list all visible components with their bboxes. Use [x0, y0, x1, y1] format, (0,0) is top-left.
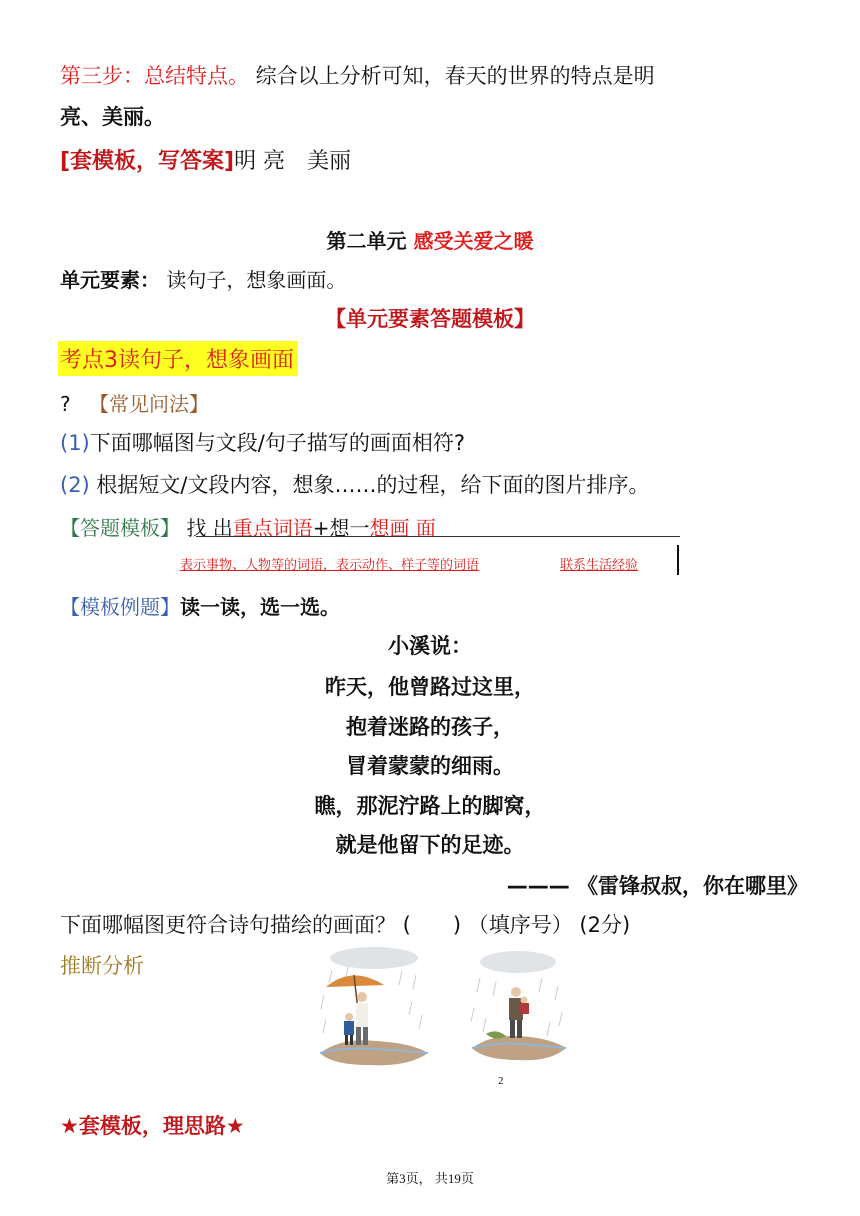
- question-1-text: 下面哪幅图与文段/句子描写的画面相符?: [89, 431, 465, 455]
- poem-source: ——— 《雷锋叔叔，你在哪里》: [506, 874, 808, 898]
- unit-element-value: 读句子，想象画面。: [160, 268, 347, 292]
- template-note-life: 联系生活经验: [560, 558, 639, 573]
- answer-line-value: 明 亮 美丽: [234, 149, 352, 174]
- answer-template-key: 重点词语: [232, 516, 313, 540]
- step3-text: 综合以上分析可知，春天的世界的特点是明: [249, 64, 655, 88]
- question-1: [60, 427, 465, 457]
- common-questions: [60, 388, 209, 417]
- question-1-num: (1): [60, 431, 90, 455]
- poem-line: 瞧，那泥泞路上的脚窝，: [314, 794, 546, 818]
- question-2-text: 根据短文/文段内容，想象……的过程，给下面的图片排序。: [89, 473, 650, 497]
- analysis-label: 推断分析: [60, 954, 144, 978]
- answer-line: [60, 144, 351, 175]
- template-note-words: 表示事物、人物等的词语，表示动作、样子等的词语: [180, 558, 480, 573]
- unit-title-prefix: 第二单元: [326, 229, 414, 253]
- step3-text2: 亮、美丽。: [60, 105, 165, 129]
- poem-title: 小溪说：: [388, 634, 472, 658]
- poem-line: 昨天，他曾路过这里，: [325, 675, 535, 699]
- page-footer: 第3页， 共19页: [386, 1171, 474, 1186]
- step3-line: [60, 60, 655, 90]
- answer-template-plus: +想一: [312, 516, 370, 540]
- kaodian-label: 考点3读句子，想象画面: [58, 341, 298, 376]
- unit-element: [60, 264, 346, 293]
- bottom-heading: ★套模板，理思路★: [60, 1114, 245, 1138]
- template-divider: [677, 545, 679, 575]
- question-2: [60, 469, 650, 499]
- poem-line: 冒着蒙蒙的细雨。: [346, 754, 514, 778]
- unit-element-label: 单元要素：: [60, 268, 160, 292]
- answer-template-underline: [196, 536, 680, 537]
- common-questions-label: 【常见问法】: [88, 392, 209, 416]
- poem-line: 就是他留下的足迹。: [335, 833, 525, 857]
- choice-question: 下面哪幅图更符合诗句描绘的画面？ ( ) （填序号） (2分): [60, 913, 631, 937]
- example-label: 【模板例题】: [60, 595, 180, 619]
- question-mark: ?: [60, 392, 71, 416]
- picture-umbrella-child: [312, 945, 432, 1067]
- answer-line-label: [套模板，写答案]: [60, 149, 235, 174]
- picture-carrying-child: [466, 948, 570, 1062]
- template-heading: 【单元要素答题模板】: [325, 307, 535, 331]
- step3-label: 第三步：总结特点。: [60, 64, 249, 88]
- answer-template-imagine: 想画 面: [369, 516, 436, 540]
- unit-title-theme: 感受关爱之暖: [413, 229, 534, 253]
- answer-template-label: 【答题模板】: [60, 516, 180, 540]
- question-2-num: (2): [60, 473, 90, 497]
- unit-title: [0, 225, 860, 254]
- answer-template-find: 找 出: [180, 516, 233, 540]
- poem-line: 抱着迷路的孩子，: [346, 715, 514, 739]
- image-caption: 2: [498, 1075, 504, 1087]
- example: [60, 591, 340, 620]
- example-text: 读一读，选一选。: [180, 595, 340, 619]
